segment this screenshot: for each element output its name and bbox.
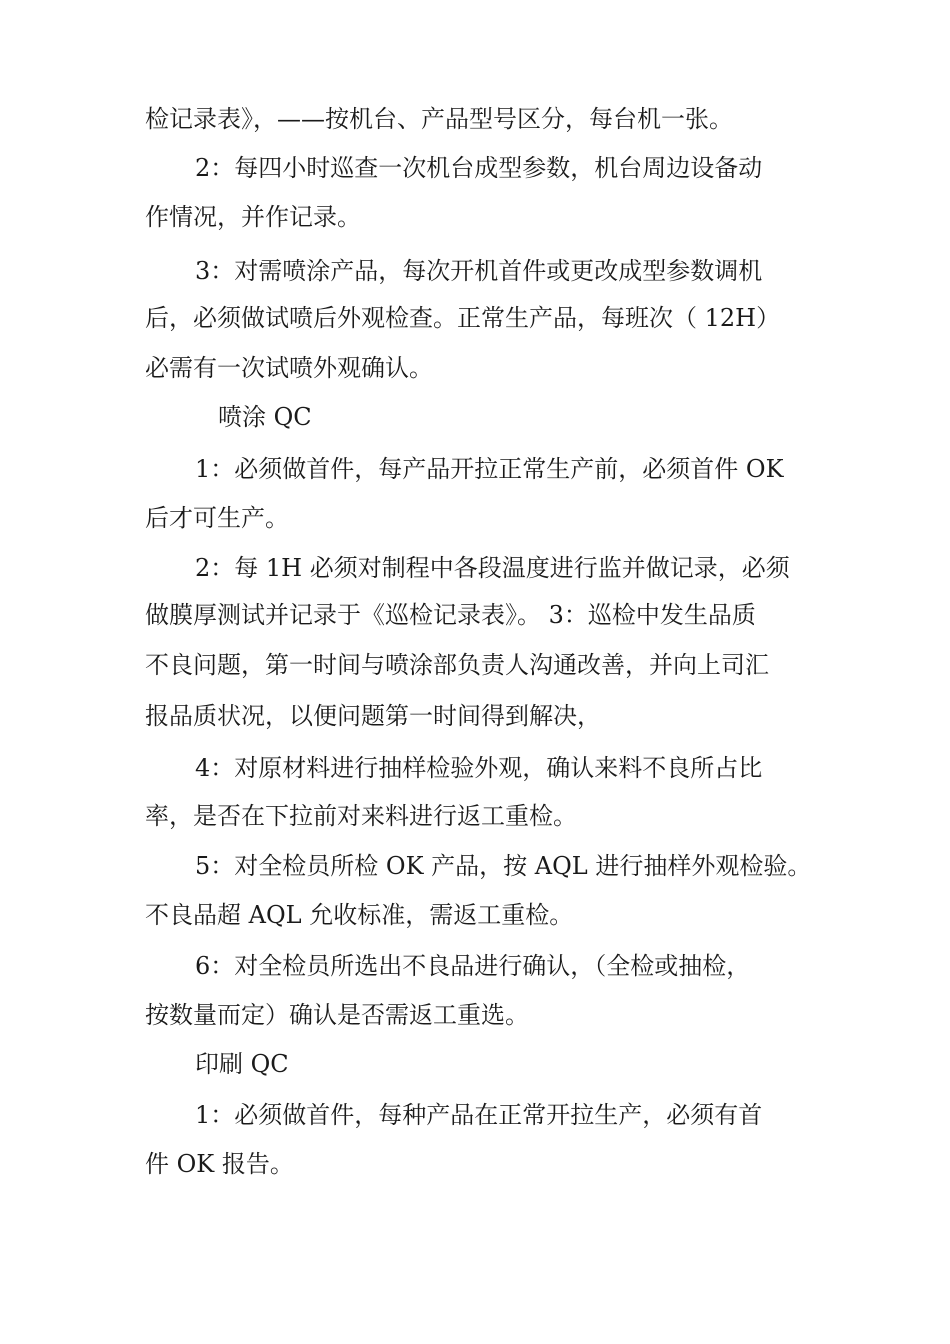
- text-line: 作情况，并作记录。: [145, 203, 361, 231]
- text-line: 1：必须做首件，每产品开拉正常生产前，必须首件 OK: [195, 455, 784, 483]
- text-line: 按数量而定）确认是否需返工重选。: [145, 1001, 529, 1029]
- text-line: 2：每 1H 必须对制程中各段温度进行监并做记录，必须: [195, 554, 790, 582]
- text-line: 5：对全检员所检 OK 产品，按 AQL 进行抽样外观检验。: [195, 852, 812, 880]
- text-line: 必需有一次试喷外观确认。: [145, 354, 433, 382]
- text-line: 3：对需喷涂产品，每次开机首件或更改成型参数调机: [195, 257, 763, 285]
- text-line: 做膜厚测试并记录于《巡检记录表》。 3：巡检中发生品质: [145, 601, 756, 629]
- text-line: 不良问题，第一时间与喷涂部负责人沟通改善，并向上司汇: [145, 651, 769, 679]
- text-line: 件 OK 报告。: [145, 1150, 294, 1178]
- text-line: 率，是否在下拉前对来料进行返工重检。: [145, 802, 577, 830]
- text-line: 4：对原材料进行抽样检验外观，确认来料不良所占比: [195, 754, 763, 782]
- text-line: 不良品超 AQL 允收标准，需返工重检。: [145, 901, 574, 929]
- text-line: 2：每四小时巡查一次机台成型参数，机台周边设备动: [195, 154, 763, 182]
- section-heading: 印刷 QC: [195, 1050, 289, 1078]
- section-heading: 喷涂 QC: [218, 403, 312, 431]
- text-line: 6：对全检员所选出不良品进行确认，（全检或抽检，: [195, 952, 751, 980]
- text-line: 检记录表》，——按机台、产品型号区分，每台机一张。: [145, 105, 733, 133]
- text-line: 后才可生产。: [145, 504, 289, 532]
- text-line: 1：必须做首件，每种产品在正常开拉生产，必须有首: [195, 1101, 763, 1129]
- text-line: 后，必须做试喷后外观检查。正常生产品，每班次（ 12H）: [145, 304, 781, 332]
- text-line: 报品质状况，以便问题第一时间得到解决，: [145, 702, 601, 730]
